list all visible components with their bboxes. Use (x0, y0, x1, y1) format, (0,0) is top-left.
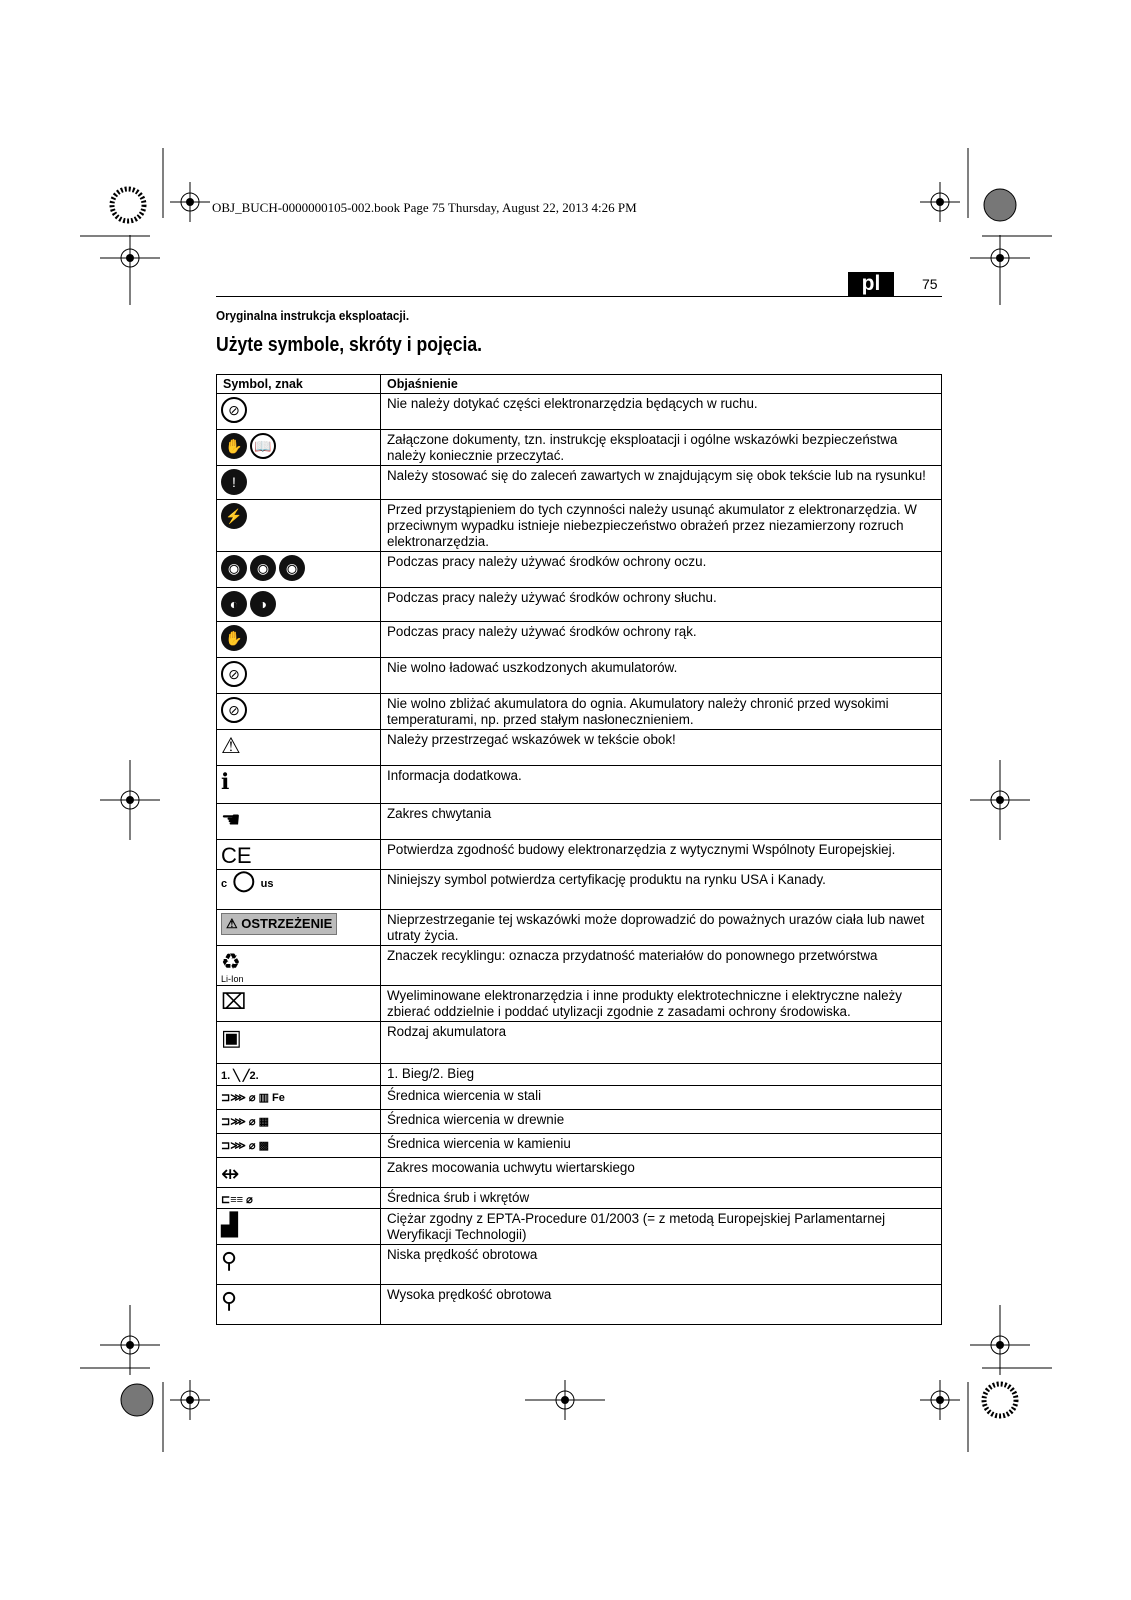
eye-protection-icon: ◉ ◉ ◉ (221, 555, 308, 570)
table-row (217, 588, 942, 622)
table-row (217, 870, 942, 910)
symbol-cell (217, 870, 381, 910)
symbol-cell (217, 730, 381, 766)
explanation-cell: Wysoka prędkość obrotowa (381, 1285, 942, 1325)
explanation-cell: Należy stosować się do zaleceń zawartych w znajdującym się obok tekście lub na rysunku! (381, 466, 942, 500)
explanation-cell: Nie należy dotykać części elektronarzędzia będących w ruchu. (381, 394, 942, 430)
symbol-cell (217, 466, 381, 500)
page-number: 75 (922, 276, 938, 292)
table-row (217, 1086, 942, 1110)
table-row (217, 552, 942, 588)
table-row (217, 500, 942, 552)
explanation-cell: Zakres mocowania uchwytu wiertarskiego (381, 1158, 942, 1188)
table-row (217, 1285, 942, 1325)
header-rule (216, 296, 942, 297)
warning-triangle-icon: ⚠ (221, 733, 241, 758)
symbol-cell (217, 804, 381, 840)
symbol-cell (217, 622, 381, 658)
symbol-cell (217, 1209, 381, 1245)
explanation-cell: Niska prędkość obrotowa (381, 1245, 942, 1285)
battery-type-icon: ▣ (221, 1025, 242, 1050)
symbol-cell (217, 552, 381, 588)
explanation-cell: Przed przystąpieniem do tych czynności należy usunąć akumulator z elektronarzędzia. W przeciwnym wypadku istnieje niebezpieczeństwo obrażeń przez niezamierzony rozruch elektronarzędzia. (381, 500, 942, 552)
chuck-range-icon: ⇹ (221, 1161, 240, 1186)
explanation-cell: Nieprzestrzeganie tej wskazówki może doprowadzić do poważnych urazów ciała lub nawet utraty życia. (381, 910, 942, 946)
symbol-cell (217, 1022, 381, 1064)
symbol-cell (217, 430, 381, 466)
table-row (217, 1134, 942, 1158)
table-row (217, 766, 942, 804)
table-row (217, 658, 942, 694)
symbol-cell (217, 986, 381, 1022)
explanation-cell: 1. Bieg/2. Bieg (381, 1064, 942, 1086)
symbol-cell (217, 394, 381, 430)
symbol-cell (217, 500, 381, 552)
explanation-cell: Nie wolno ładować uszkodzonych akumulatorów. (381, 658, 942, 694)
weee-bin-icon: ⌧ (221, 989, 247, 1014)
symbol-cell (217, 588, 381, 622)
explanation-cell: Średnica wiercenia w stali (381, 1086, 942, 1110)
language-badge: pl (848, 272, 894, 296)
table-row (217, 1158, 942, 1188)
low-speed-icon: ⚲ (221, 1248, 238, 1273)
table-row (217, 430, 942, 466)
symbol-cell (217, 840, 381, 870)
drill-wood-icon: ⊐⋙ ⌀ ▦ (221, 1116, 269, 1128)
read-documents-icon: ✋ 📖 (221, 433, 279, 448)
explanation-cell: Należy przestrzegać wskazówek w tekście obok! (381, 730, 942, 766)
info-icon: ℹ (221, 769, 230, 794)
table-row (217, 622, 942, 658)
section-title: Użyte symbole, skróty i pojęcia. (216, 334, 483, 356)
no-fire-battery-icon: ⊘ (221, 697, 250, 712)
file-header-line: OBJ_BUCH-0000000105-002.book Page 75 Thursday, August 22, 2013 4:26 PM (212, 200, 637, 215)
table-row (217, 986, 942, 1022)
explanation-cell: Potwierdza zgodność budowy elektronarzędzia z wytycznymi Wspólnoty Europejskiej. (381, 840, 942, 870)
column-header-symbol: Symbol, znak (217, 375, 381, 394)
table-row (217, 694, 942, 730)
grip-area-icon: ☚ (221, 807, 241, 832)
table-row (217, 1209, 942, 1245)
table-row (217, 910, 942, 946)
ce-mark-icon: CE (221, 843, 252, 868)
table-row (217, 466, 942, 500)
table-row (217, 1245, 942, 1285)
symbol-cell (217, 1188, 381, 1209)
table-row (217, 946, 942, 986)
weight-icon: ▟ (221, 1212, 238, 1237)
symbol-cell (217, 658, 381, 694)
column-header-explanation: Objaśnienie (381, 375, 942, 394)
explanation-cell: Podczas pracy należy używać środków ochrony oczu. (381, 552, 942, 588)
explanation-cell: Załączone dokumenty, tzn. instrukcję eksploatacji i ogólne wskazówki bezpieczeństwa należy koniecznie przeczytać. (381, 430, 942, 466)
no-damaged-battery-charge-icon: ⊘ (221, 661, 250, 676)
drill-stone-icon: ⊐⋙ ⌀ ▩ (221, 1140, 269, 1152)
recycling-icon: ♻ (221, 949, 241, 974)
warning-label: ⚠ OSTRZEŻENIE (221, 913, 337, 935)
explanation-cell: Rodzaj akumulatora (381, 1022, 942, 1064)
document-subtitle: Oryginalna instrukcja eksploatacji. (216, 308, 410, 323)
gear-select-icon: 1. ╲ ╱2. (221, 1070, 259, 1082)
explanation-cell: Wyeliminowane elektronarzędzia i inne produkty elektrotechniczne i elektryczne należy zbierać oddzielnie i poddać utylizacji zgodnie z zasadami ochrony środowiska. (381, 986, 942, 1022)
table-row (217, 1022, 942, 1064)
symbol-cell (217, 1064, 381, 1086)
symbol-cell (217, 1158, 381, 1188)
explanation-cell: Znaczek recyklingu: oznacza przydatność materiałów do ponownego przetwórstwa (381, 946, 942, 986)
symbol-cell (217, 1285, 381, 1325)
cul-us-icon: c ◯ us (221, 870, 274, 892)
ear-protection-icon: ◐ ◑ (221, 591, 279, 606)
li-ion-label: Li-Ion (221, 974, 244, 984)
table-row (217, 1110, 942, 1134)
table-row (217, 1188, 942, 1209)
table-row (217, 1064, 942, 1086)
explanation-cell: Zakres chwytania (381, 804, 942, 840)
table-row (217, 394, 942, 430)
table-row (217, 730, 942, 766)
explanation-cell: Informacja dodatkowa. (381, 766, 942, 804)
explanation-cell: Podczas pracy należy używać środków ochrony rąk. (381, 622, 942, 658)
high-speed-icon: ⚲ (221, 1288, 238, 1313)
screw-diameter-icon: ⊏≡≡ ⌀ (221, 1194, 253, 1206)
table-row (217, 804, 942, 840)
symbol-cell (217, 766, 381, 804)
symbols-table-body (217, 394, 942, 1325)
explanation-cell: Średnica wiercenia w kamieniu (381, 1134, 942, 1158)
no-touch-moving-parts-icon: ⊘ (221, 397, 250, 412)
explanation-cell: Średnica śrub i wkrętów (381, 1188, 942, 1209)
symbol-cell (217, 1134, 381, 1158)
explanation-cell: Ciężar zgodny z EPTA-Procedure 01/2003 (= z metodą Europejskiej Parlamentarnej Weryfikacji Technologii) (381, 1209, 942, 1245)
table-row (217, 840, 942, 870)
exclamation-icon: ! (221, 469, 250, 484)
symbol-cell (217, 946, 381, 986)
symbol-cell (217, 1086, 381, 1110)
symbol-cell (217, 1245, 381, 1285)
table-header-row (217, 375, 942, 394)
drill-steel-icon: ⊐⋙ ⌀ ▥ Fe (221, 1092, 285, 1104)
explanation-cell: Nie wolno zbliżać akumulatora do ognia. Akumulatory należy chronić przed wysokimi temperaturami, np. przed stałym nasłonecznieniem. (381, 694, 942, 730)
symbols-table (216, 374, 942, 1325)
remove-battery-icon: ⚡ (221, 503, 250, 518)
hand-protection-icon: ✋ (221, 625, 250, 640)
explanation-cell: Średnica wiercenia w drewnie (381, 1110, 942, 1134)
symbol-cell (217, 1110, 381, 1134)
symbol-cell (217, 694, 381, 730)
explanation-cell: Podczas pracy należy używać środków ochrony słuchu. (381, 588, 942, 622)
explanation-cell: Niniejszy symbol potwierdza certyfikację produktu na rynku USA i Kanady. (381, 870, 942, 910)
symbol-cell (217, 910, 381, 946)
